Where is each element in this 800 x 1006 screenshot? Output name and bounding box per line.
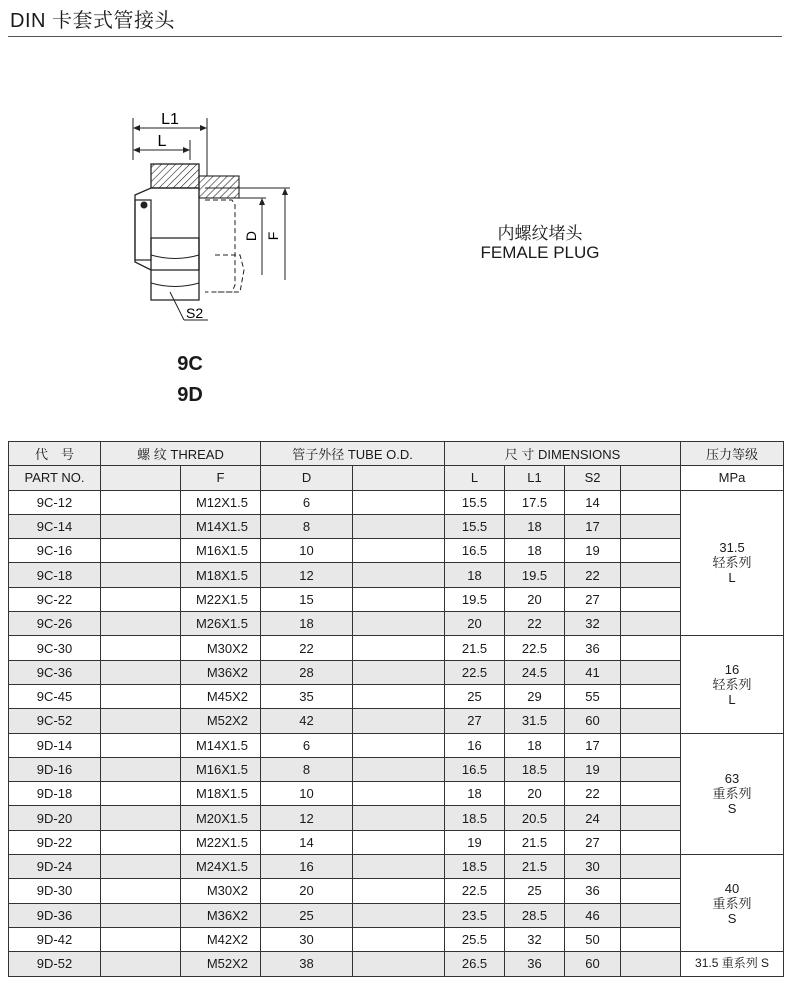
dim-l-cell: 19.5 <box>445 587 505 611</box>
tube-od-cell: 35 <box>261 684 353 708</box>
blank-cell <box>101 733 181 757</box>
table-subheader-row <box>9 466 784 490</box>
blank-cell <box>621 927 681 951</box>
tube-od-cell: 6 <box>261 490 353 514</box>
dim-s2-cell: 32 <box>565 612 621 636</box>
thread-cell: M52X2 <box>181 709 261 733</box>
dim-s2-cell: 46 <box>565 903 621 927</box>
dim-l1-cell: 24.5 <box>505 660 565 684</box>
table-row <box>9 709 784 733</box>
tube-od-cell: 20 <box>261 879 353 903</box>
tube-od-cell: 28 <box>261 660 353 684</box>
dim-s2-cell: 55 <box>565 684 621 708</box>
table-row <box>9 830 784 854</box>
blank-cell <box>621 952 681 976</box>
blank-cell <box>101 757 181 781</box>
dim-l-cell: 25.5 <box>445 927 505 951</box>
page-title: DIN 卡套式管接头 <box>10 10 175 32</box>
tube-od-cell: 38 <box>261 952 353 976</box>
blank-cell <box>353 903 445 927</box>
thread-cell: M30X2 <box>181 879 261 903</box>
dim-l-cell: 22.5 <box>445 660 505 684</box>
product-name-cn: 内螺纹堵头 <box>497 224 583 243</box>
header-code: 代 号 <box>9 442 101 466</box>
dim-s2-cell: 22 <box>565 563 621 587</box>
blank-cell <box>621 709 681 733</box>
tube-od-cell: 12 <box>261 806 353 830</box>
header-dim-l1: L1 <box>505 466 565 490</box>
tube-od-cell: 30 <box>261 927 353 951</box>
pressure-series: 轻系列 <box>712 676 752 692</box>
blank-cell <box>353 660 445 684</box>
blank-cell <box>353 927 445 951</box>
header-dim-s2: S2 <box>565 466 621 490</box>
blank-cell <box>621 539 681 563</box>
table-row <box>9 757 784 781</box>
blank-cell <box>353 539 445 563</box>
blank-cell <box>621 806 681 830</box>
dim-label-l: L <box>157 133 167 150</box>
dim-l-cell: 15.5 <box>445 490 505 514</box>
part-no-cell: 9D-52 <box>9 952 101 976</box>
pressure-group-cell <box>681 733 784 854</box>
thread-cell: M16X1.5 <box>181 539 261 563</box>
dim-l-cell: 16.5 <box>445 539 505 563</box>
part-no-cell: 9D-16 <box>9 757 101 781</box>
thread-cell: M30X2 <box>181 636 261 660</box>
table-row <box>9 539 784 563</box>
header-tube: 管子外径 TUBE O.D. <box>261 442 445 466</box>
hex-body <box>151 238 199 300</box>
part-no-cell: 9C-26 <box>9 612 101 636</box>
thread-cell: M26X1.5 <box>181 612 261 636</box>
dim-s2-cell: 19 <box>565 757 621 781</box>
blank-cell <box>621 903 681 927</box>
header-pressure: 压力等级 <box>681 442 784 466</box>
pressure-series: 重系列 <box>712 895 752 911</box>
pressure-value: 40 <box>724 880 740 896</box>
dim-l1-cell: 18.5 <box>505 757 565 781</box>
dim-l-cell: 18.5 <box>445 855 505 879</box>
tube-od-cell: 25 <box>261 903 353 927</box>
pressure-group-cell <box>681 636 784 733</box>
nut-section <box>151 164 199 188</box>
specification-table <box>8 441 784 977</box>
part-no-cell: 9D-18 <box>9 782 101 806</box>
tube-od-cell: 42 <box>261 709 353 733</box>
blank-cell <box>621 782 681 806</box>
dim-l1-cell: 32 <box>505 927 565 951</box>
blank-cell <box>101 782 181 806</box>
dim-l1-cell: 36 <box>505 952 565 976</box>
blank-cell <box>353 636 445 660</box>
blank-cell <box>621 514 681 538</box>
dim-l-cell: 18 <box>445 563 505 587</box>
dim-s2-cell: 17 <box>565 514 621 538</box>
tube-od-cell: 8 <box>261 514 353 538</box>
part-no-cell: 9C-22 <box>9 587 101 611</box>
blank-cell <box>353 952 445 976</box>
part-no-cell: 9D-20 <box>9 806 101 830</box>
blank-cell <box>101 855 181 879</box>
blank-cell <box>353 587 445 611</box>
dim-l-cell: 21.5 <box>445 636 505 660</box>
thread-cell: M14X1.5 <box>181 733 261 757</box>
tube-od-cell: 12 <box>261 563 353 587</box>
table-row <box>9 636 784 660</box>
blank-cell <box>101 587 181 611</box>
dim-l-cell: 16 <box>445 733 505 757</box>
dim-l1-cell: 17.5 <box>505 490 565 514</box>
blank-cell <box>101 927 181 951</box>
table-row <box>9 782 784 806</box>
thread-cell: M45X2 <box>181 684 261 708</box>
pressure-group-cell: 31.5 重系列 S <box>681 952 784 976</box>
blank-cell <box>621 612 681 636</box>
dim-s2-cell: 19 <box>565 539 621 563</box>
pressure-code: S <box>727 801 737 817</box>
dim-label-d: D <box>243 230 259 242</box>
blank-cell <box>621 563 681 587</box>
blank-cell <box>101 490 181 514</box>
dim-l1-cell: 22 <box>505 612 565 636</box>
pressure-code: L <box>728 570 736 586</box>
dim-s2-cell: 60 <box>565 709 621 733</box>
header-dim-l: L <box>445 466 505 490</box>
part-no-cell: 9D-24 <box>9 855 101 879</box>
dim-s2-cell: 24 <box>565 806 621 830</box>
part-no-cell: 9D-14 <box>9 733 101 757</box>
dim-l1-cell: 31.5 <box>505 709 565 733</box>
pressure-series: 重系列 <box>712 786 752 802</box>
blank-cell <box>101 806 181 830</box>
thread-cell: M20X1.5 <box>181 806 261 830</box>
dim-s2-cell: 14 <box>565 490 621 514</box>
blank-cell <box>101 830 181 854</box>
blank-cell <box>621 733 681 757</box>
thread-cell: M22X1.5 <box>181 830 261 854</box>
thread-cell: M16X1.5 <box>181 757 261 781</box>
table-row <box>9 563 784 587</box>
dim-l-cell: 18 <box>445 782 505 806</box>
blank-cell <box>621 855 681 879</box>
blank-cell <box>353 490 445 514</box>
dim-l-cell: 26.5 <box>445 952 505 976</box>
table-row <box>9 612 784 636</box>
header-thread-f: F <box>181 466 261 490</box>
thread-cell: M18X1.5 <box>181 782 261 806</box>
blank-cell <box>353 830 445 854</box>
tube-od-cell: 10 <box>261 539 353 563</box>
dim-s2-cell: 17 <box>565 733 621 757</box>
part-series-code: 9C <box>177 353 203 375</box>
dim-l1-cell: 18 <box>505 514 565 538</box>
table-row <box>9 855 784 879</box>
part-no-cell: 9D-22 <box>9 830 101 854</box>
dim-label-f: F <box>265 231 281 241</box>
thread-cell: M18X1.5 <box>181 563 261 587</box>
dim-l-cell: 20 <box>445 612 505 636</box>
blank-cell <box>101 684 181 708</box>
part-no-cell: 9D-36 <box>9 903 101 927</box>
blank-cell <box>101 660 181 684</box>
tube-od-cell: 16 <box>261 855 353 879</box>
blank-cell <box>353 733 445 757</box>
dim-l-cell: 22.5 <box>445 879 505 903</box>
blank-cell <box>621 757 681 781</box>
table-row <box>9 490 784 514</box>
blank-cell <box>353 757 445 781</box>
blank-cell <box>101 514 181 538</box>
dim-l1-cell: 21.5 <box>505 830 565 854</box>
table-row <box>9 952 784 976</box>
thread-cell: M12X1.5 <box>181 490 261 514</box>
dim-s2-cell: 50 <box>565 927 621 951</box>
header-tube-d: D <box>261 466 353 490</box>
dim-l1-cell: 20 <box>505 587 565 611</box>
product-name-en: FEMALE PLUG <box>480 243 600 262</box>
table-row <box>9 587 784 611</box>
header-part-no: PART NO. <box>9 466 101 490</box>
dim-label-s2: S2 <box>186 305 204 321</box>
dim-s2-cell: 41 <box>565 660 621 684</box>
dim-l1-cell: 21.5 <box>505 855 565 879</box>
thread-cell: M14X1.5 <box>181 514 261 538</box>
part-no-cell: 9C-12 <box>9 490 101 514</box>
blank-cell <box>621 636 681 660</box>
blank-cell <box>621 490 681 514</box>
tube-od-cell: 14 <box>261 830 353 854</box>
dim-l-cell: 27 <box>445 709 505 733</box>
blank-cell <box>621 879 681 903</box>
table-row <box>9 879 784 903</box>
dim-s2-cell: 30 <box>565 855 621 879</box>
part-no-cell: 9C-16 <box>9 539 101 563</box>
table-row <box>9 660 784 684</box>
thread-cell: M36X2 <box>181 903 261 927</box>
header-thread: 螺 纹 THREAD <box>101 442 261 466</box>
dim-s2-cell: 36 <box>565 879 621 903</box>
dim-l-cell: 18.5 <box>445 806 505 830</box>
tube-od-cell: 10 <box>261 782 353 806</box>
table-row <box>9 733 784 757</box>
dim-s2-cell: 36 <box>565 636 621 660</box>
pressure-code: S <box>727 910 737 926</box>
dim-l1-cell: 25 <box>505 879 565 903</box>
dim-l-cell: 15.5 <box>445 514 505 538</box>
dim-l1-cell: 22.5 <box>505 636 565 660</box>
pressure-value: 31.5 <box>719 540 745 556</box>
blank-cell <box>621 830 681 854</box>
blank-cell <box>353 782 445 806</box>
blank-cell <box>101 903 181 927</box>
pressure-series: 轻系列 <box>712 555 752 571</box>
table-row <box>9 903 784 927</box>
part-no-cell: 9C-36 <box>9 660 101 684</box>
blank-cell <box>353 879 445 903</box>
blank-cell <box>101 636 181 660</box>
tube-od-cell: 15 <box>261 587 353 611</box>
blank-cell <box>101 612 181 636</box>
header-dimensions: 尺 寸 DIMENSIONS <box>445 442 681 466</box>
blank-cell <box>353 563 445 587</box>
blank-cell <box>353 806 445 830</box>
dim-l1-cell: 20 <box>505 782 565 806</box>
tube-od-cell: 18 <box>261 612 353 636</box>
dim-l1-cell: 18 <box>505 733 565 757</box>
table-row <box>9 806 784 830</box>
blank-cell <box>101 539 181 563</box>
dim-l1-cell: 28.5 <box>505 903 565 927</box>
part-no-cell: 9C-18 <box>9 563 101 587</box>
table-header-row <box>9 442 784 466</box>
pressure-code: L <box>728 691 736 707</box>
part-no-cell: 9C-45 <box>9 684 101 708</box>
part-series-code: 9D <box>177 384 203 406</box>
blank-cell <box>621 660 681 684</box>
dim-s2-cell: 60 <box>565 952 621 976</box>
dim-l-cell: 23.5 <box>445 903 505 927</box>
part-no-cell: 9D-42 <box>9 927 101 951</box>
part-no-cell: 9D-30 <box>9 879 101 903</box>
header-pressure-unit: MPa <box>681 466 784 490</box>
table-row <box>9 927 784 951</box>
dim-l-cell: 25 <box>445 684 505 708</box>
part-no-cell: 9C-52 <box>9 709 101 733</box>
dim-l1-cell: 18 <box>505 539 565 563</box>
blank-cell <box>353 684 445 708</box>
dim-l-cell: 16.5 <box>445 757 505 781</box>
part-no-cell: 9C-14 <box>9 514 101 538</box>
blank-cell <box>353 612 445 636</box>
thread-cell: M36X2 <box>181 660 261 684</box>
blank-cell <box>101 563 181 587</box>
thread-cell: M22X1.5 <box>181 587 261 611</box>
blank-cell <box>621 587 681 611</box>
thread-cell: M52X2 <box>181 952 261 976</box>
fitting-technical-drawing <box>0 0 800 430</box>
blank-cell <box>101 879 181 903</box>
blank-cell <box>101 709 181 733</box>
dim-s2-cell: 27 <box>565 830 621 854</box>
blank-cell <box>101 952 181 976</box>
thread-cell: M42X2 <box>181 927 261 951</box>
blank-cell <box>353 855 445 879</box>
dim-l1-cell: 19.5 <box>505 563 565 587</box>
tube-od-cell: 8 <box>261 757 353 781</box>
dim-s2-cell: 27 <box>565 587 621 611</box>
dim-label-l1: L1 <box>161 111 179 128</box>
thread-cell: M24X1.5 <box>181 855 261 879</box>
tube-od-cell: 22 <box>261 636 353 660</box>
blank-cell <box>353 709 445 733</box>
part-no-cell: 9C-30 <box>9 636 101 660</box>
pressure-group-cell <box>681 855 784 952</box>
dim-l-cell: 19 <box>445 830 505 854</box>
blank-cell <box>353 514 445 538</box>
blank-cell <box>621 684 681 708</box>
dim-l1-cell: 29 <box>505 684 565 708</box>
pressure-value: 16 <box>724 661 740 677</box>
table-row <box>9 684 784 708</box>
tube-od-cell: 6 <box>261 733 353 757</box>
table-row <box>9 514 784 538</box>
pressure-group-cell <box>681 490 784 636</box>
dim-l1-cell: 20.5 <box>505 806 565 830</box>
dim-s2-cell: 22 <box>565 782 621 806</box>
pressure-value: 63 <box>724 771 740 787</box>
